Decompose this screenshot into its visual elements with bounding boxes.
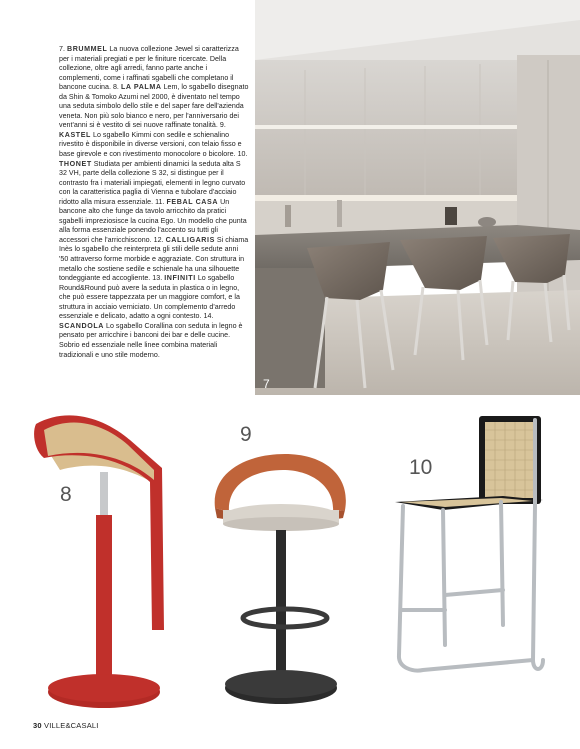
para-11: 11. FEBAL CASA Un bancone alto che funge da tavolo arricchito da pratici sgabelli impreziosisce la cucina Ego. Un modello che punta alla forma essenziale ponendo l'accento su tutti gli accessori che l'arricchiscono. bbox=[59, 197, 247, 244]
page-number: 30 bbox=[33, 721, 42, 730]
product-number-10: 10 bbox=[409, 456, 433, 479]
para-7: 7. BRUMMEL La nuova collezione Jewel si caratterizza per i materiali pregiati e per le finiture ricercate. Della collezione, oltre agli arredi, fanno parte anche i complementi, come i raffinati sgabelli che completano il bancone cucina. bbox=[59, 45, 239, 92]
magazine-name: VILLE&CASALI bbox=[44, 721, 99, 730]
para-9: 9. KASTEL Lo sgabello Kimmi con sedile e schienalino rivestito è disponibile in diverse versioni, con telaio fisso e base girevole e con rivestimento monocolore o bicolore. bbox=[59, 121, 242, 159]
kitchen-scene bbox=[255, 0, 580, 395]
photo-number: 7 bbox=[263, 377, 270, 391]
para-10: 10. THONET Studiata per ambienti dinamici la seduta alta S 32 VH, parte della collezione S 32, si distingue per il contrasto fra i materiali impiegati, elementi in legno curvato con la caratteristica paglia di Vienna e tubolare d'acciaio ridotto alla misura essenziale. bbox=[59, 150, 248, 206]
page-footer bbox=[33, 721, 99, 730]
para-12: 12. CALLIGARIS Si chiama Inès lo sgabello che reinterpreta gli stili delle sedute anni '50 attraverso forme morbide e aggraziate. Con struttura in metallo che sostiene sedile e schienale ha una silhouette tondeggiante ed accogliente. bbox=[59, 235, 249, 283]
article-body bbox=[59, 45, 249, 360]
article-text bbox=[59, 45, 249, 360]
para-13: 13. INFINITI Lo sgabello Round&Round può avere la seduta in plastica o in legno, che può essere tappezzata per un maggiore comfort, e la struttura in acciaio verniciato. Un complemento d'arredo essenziale e delicato, adatto a ogni contesto. bbox=[59, 274, 240, 321]
para-14: 14. SCANDOLA Lo sgabello Corallina con seduta in legno è pensato per arricchire i banconi dei bar e delle cucine. Sobrio ed essenziale nelle linee combina materiali tradizionali e uno stile moderno. bbox=[59, 312, 243, 359]
kitchen-photo bbox=[255, 0, 580, 395]
product-number-9: 9 bbox=[240, 423, 252, 446]
stool-10-image bbox=[383, 410, 553, 700]
product-number-8: 8 bbox=[60, 483, 72, 506]
para-8: 8. LA PALMA Lem, lo sgabello disegnato da Shin & Tomoko Azumi nel 2000, è diventato nel tempo una seduta simbolo dello stile e del saper fare dell'azienda veneta. Non più solo bianco e nero, per l'anniversario dei vent'anni si è vestito di sei nuove raffinate tonalità. bbox=[59, 83, 249, 130]
stool-9-image bbox=[205, 448, 355, 718]
stool-8-image bbox=[30, 410, 190, 715]
